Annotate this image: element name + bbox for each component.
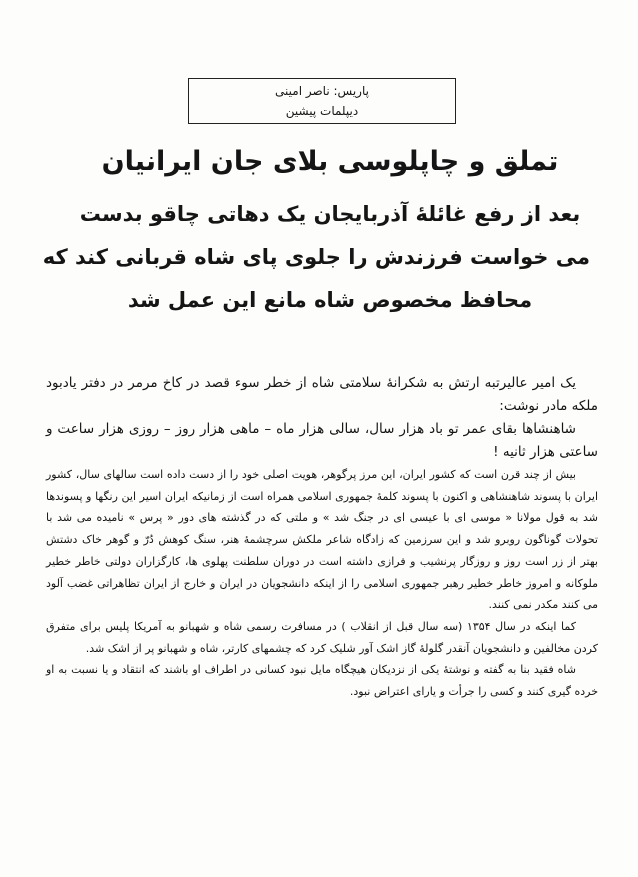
paragraph-3: بیش از چند قرن است که کشور ایران، این مرز پرگوهر، هویت اصلی خود را از دست داده است سالهای سال، کشور ایران با پسوند شاهنشاهی و اکنون با پسوند کلمهٔ جمهوری اسلامی همراه است از زمانیکه ایران اسیر این رنگها و پسوندها شد به قول مولانا « موسی ای با عیسی ای در جنگ شد » و ملتی که در گذشته های دور « پرس » نامیده می شد با تحولات گوناگون روبرو شد و این سرزمین که زادگاه شاعر ملکش سرچشمهٔ هنر، سنگ کوهش دُرّ و گوهر خاک دشتش بهتر از زر است روز و روزگار پرنشیب و فرازی داشته است در دوران سلطنت پهلوی ها، کارگزاران دولتی خاطر خطیر ملوکانه و امروز خاطر خطیر رهبر جمهوری اسلامی را از اینکه دانشجویان در ایران و خارج از ایران تظاهراتی غضب آلود می کنند مکدر نمی کنند. bbox=[46, 468, 598, 612]
subtitle-line-1: بعد از رفع غائلهٔ آذربایجان یک دهاتی چاقو بدست bbox=[79, 202, 581, 226]
byline-box bbox=[188, 78, 456, 124]
subtitle-line-3: محافظ مخصوص شاه مانع این عمل شد bbox=[127, 288, 533, 312]
subtitle-line-2: می خواست فرزندش را جلوی پای شاه قربانی کند که bbox=[42, 245, 590, 269]
author-title-line: دیپلمات پیشین bbox=[285, 104, 359, 118]
paragraph-2: شاهنشاها بقای عمر تو باد هزار سال، سالی هزار ماه – ماهی هزار روز – روزی هزار ساعت و ساعتی هزار ثانیه ! bbox=[46, 421, 598, 460]
article-body bbox=[46, 372, 598, 703]
article-title: تملق و چاپلوسی بلای جان ایرانیان bbox=[101, 146, 559, 177]
paragraph-1: یک امیر عالیرتبه ارتش به شکرانهٔ سلامتی شاه از خطر سوء قصد در کاخ مرمر در دفتر یادبود ملکه مادر نوشت: bbox=[46, 375, 598, 414]
author-line: پاریس: ناصر امینی bbox=[275, 84, 369, 98]
paragraph-4: کما اینکه در سال ۱۳۵۴ (سه سال قبل از انقلاب ) در مسافرت رسمی شاه و شهبانو به آمریکا پلیس برای متفرق کردن مخالفین و دانشجویان آنقدر گلولهٔ گاز اشک آور شلیک کرد که چشمهای کارتر، شاه و شهبانو پر از اشک شد. bbox=[46, 619, 598, 655]
paragraph-5: شاه فقید بنا به گفته و نوشتهٔ یکی از نزدیکان هیچگاه مایل نبود کسانی در اطراف او باشند که انتقاد و یا نسبت به او خرده گیری کنند و کسی را جرأت و یارای اعتراض نبود. bbox=[46, 663, 598, 699]
